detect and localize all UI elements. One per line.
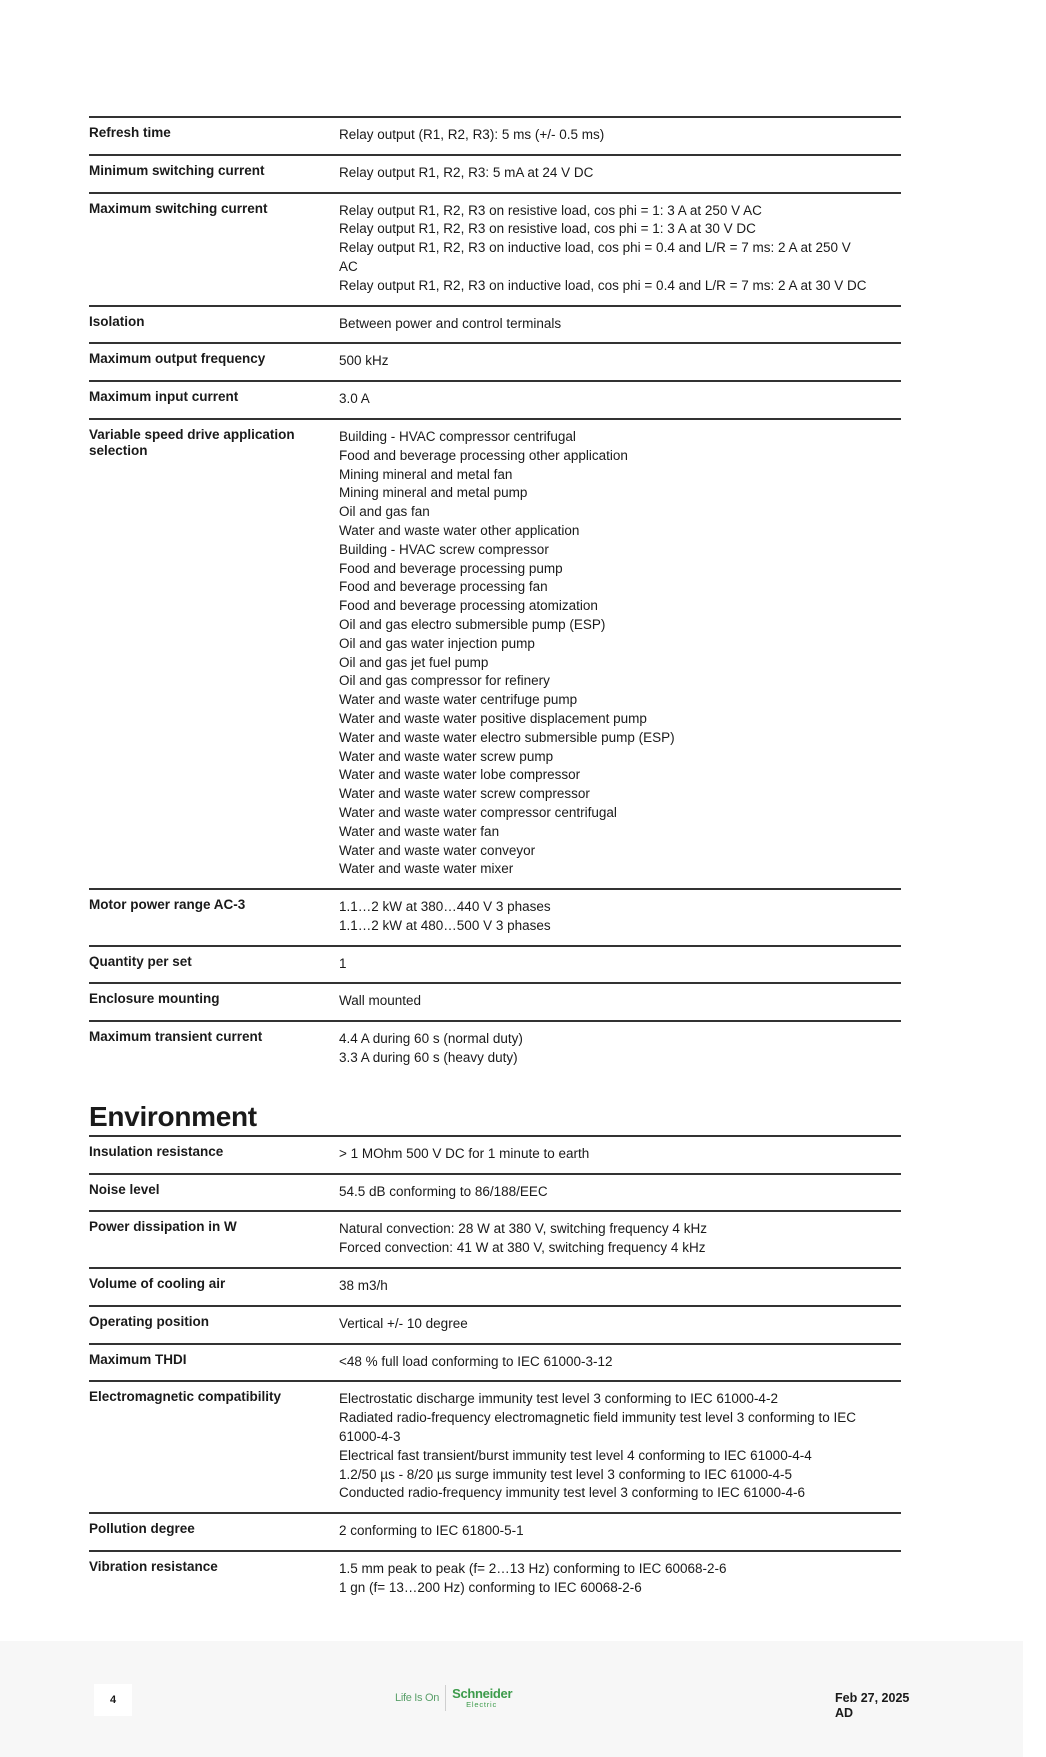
spec-value-line: Forced convection: 41 W at 380 V, switching frequency 4 kHz [339, 1240, 706, 1256]
spec-value-line: Oil and gas water injection pump [339, 635, 535, 651]
spec-label: Variable speed drive application selection [89, 426, 295, 458]
spec-row [89, 305, 901, 343]
spec-row [89, 1512, 901, 1550]
spec-value-line: 3.0 A [339, 391, 370, 407]
spec-label: Refresh time [89, 125, 171, 140]
spec-value [339, 1219, 901, 1258]
spec-value [339, 389, 901, 409]
spec-label: Maximum output frequency [89, 351, 266, 367]
spec-value [339, 1559, 901, 1598]
spec-value-line: Wall mounted [339, 993, 422, 1009]
spec-value-line: Oil and gas jet fuel pump [339, 654, 489, 670]
spec-value-line: 54.5 dB conforming to 86/188/EEC [339, 1183, 548, 1199]
spec-value-line: Water and waste water positive displacement pump [339, 710, 647, 726]
spec-value-line: Food and beverage processing pump [339, 560, 563, 576]
spec-value-line: Relay output R1, R2, R3 on resistive load, cos phi = 1: 3 A at 30 V DC [339, 221, 756, 237]
spec-row [89, 1020, 901, 1077]
spec-value-line: 1 gn (f= 13…200 Hz) conforming to IEC 60068-2-6 [339, 1579, 642, 1595]
spec-value [339, 897, 901, 936]
spec-value-line: Radiated radio-frequency electromagnetic field immunity test level 3 conforming to IEC 61000-4-3 [339, 1410, 856, 1445]
spec-value-line: Mining mineral and metal pump [339, 485, 528, 501]
spec-value-line: Between power and control terminals [339, 315, 562, 331]
spec-value-line: Relay output R1, R2, R3: 5 mA at 24 V DC [339, 164, 594, 180]
spec-value-line: Electrostatic discharge immunity test level 3 conforming to IEC 61000-4-2 [339, 1391, 778, 1407]
spec-value [339, 314, 901, 334]
spec-value-line: Water and waste water other application [339, 522, 580, 538]
spec-value-line: 4.4 A during 60 s (normal duty) [339, 1031, 523, 1047]
spec-row [89, 380, 901, 418]
spec-value-line: 1.2/50 µs - 8/20 µs surge immunity test level 3 conforming to IEC 61000-4-5 [339, 1466, 793, 1482]
date-text: Feb 27, 2025 [835, 1691, 910, 1705]
spec-label: Noise level [89, 1181, 160, 1197]
spec-row [89, 1343, 901, 1381]
spec-content [89, 116, 901, 1607]
spec-label: Pollution degree [89, 1521, 195, 1537]
spec-value-line: 38 m3/h [339, 1278, 388, 1294]
spec-value-line: Oil and gas fan [339, 504, 430, 520]
spec-row [89, 342, 901, 380]
spec-value-line: 1.1…2 kW at 380…440 V 3 phases [339, 899, 551, 915]
spec-sections [89, 116, 901, 1607]
spec-value [339, 125, 901, 145]
spec-label: Volume of cooling air [89, 1276, 226, 1292]
spec-value [339, 1389, 901, 1503]
spec-value-line: 1.1…2 kW at 480…500 V 3 phases [339, 917, 551, 933]
spec-label: Minimum switching current [89, 162, 265, 178]
spec-label: Maximum input current [89, 389, 239, 405]
spec-label: Operating position [89, 1313, 209, 1329]
spec-row [89, 1267, 901, 1305]
spec-value-line: Vertical +/- 10 degree [339, 1315, 468, 1331]
spec-label: Maximum THDI [89, 1351, 187, 1367]
spec-row [89, 1135, 901, 1173]
spec-label: Insulation resistance [89, 1143, 224, 1159]
spec-table [89, 1135, 901, 1607]
brand-logo [395, 1683, 512, 1713]
spec-value-line: Natural convection: 28 W at 380 V, switching frequency 4 kHz [339, 1221, 707, 1237]
spec-value-line: Food and beverage processing fan [339, 579, 548, 595]
spec-label: Power dissipation in W [89, 1219, 237, 1235]
spec-value-line: Water and waste water mixer [339, 861, 514, 877]
spec-row [89, 888, 901, 945]
spec-value-line: Relay output R1, R2, R3 on resistive load, cos phi = 1: 3 A at 250 V AC [339, 202, 762, 218]
schneider-logo-icon [452, 1687, 512, 1709]
spec-row [89, 1380, 901, 1512]
spec-value-line: Relay output (R1, R2, R3): 5 ms (+/- 0.5 ms) [339, 127, 605, 142]
spec-value [339, 1352, 901, 1372]
spec-value-line: Water and waste water screw pump [339, 748, 554, 764]
spec-value [339, 1314, 901, 1334]
spec-label: Maximum transient current [89, 1029, 263, 1045]
spec-value [339, 351, 901, 371]
spec-row [89, 116, 901, 154]
brand-tagline: Life Is On [395, 1692, 440, 1704]
spec-value-line: 500 kHz [339, 353, 389, 369]
spec-value [339, 954, 901, 974]
spec-value-line: Food and beverage processing other application [339, 447, 628, 463]
spec-row [89, 1210, 901, 1267]
spec-value [339, 163, 901, 183]
spec-value [339, 1182, 901, 1202]
spec-value-line: Water and waste water fan [339, 823, 500, 839]
spec-value [339, 1144, 901, 1164]
spec-value-line: Water and waste water centrifuge pump [339, 692, 578, 708]
spec-label: Vibration resistance [89, 1559, 218, 1575]
spec-value [339, 201, 901, 296]
spec-row [89, 418, 901, 888]
spec-value-line: Electrical fast transient/burst immunity test level 4 conforming to IEC 61000-4-4 [339, 1447, 812, 1463]
page-footer [0, 1641, 1023, 1757]
spec-value-line: 2 conforming to IEC 61800-5-1 [339, 1523, 524, 1539]
spec-label: Isolation [89, 313, 145, 329]
section-title: Environment [89, 1100, 257, 1132]
spec-value [339, 1521, 901, 1541]
spec-value-line: Water and waste water screw compressor [339, 786, 590, 802]
spec-row [89, 1173, 901, 1211]
spec-label: Quantity per set [89, 953, 192, 969]
spec-value-line: Water and waste water conveyor [339, 842, 536, 858]
spec-value [339, 1029, 901, 1068]
spec-value-line: 3.3 A during 60 s (heavy duty) [339, 1050, 518, 1066]
spec-value-line: Oil and gas compressor for refinery [339, 673, 550, 689]
spec-row [89, 945, 901, 983]
spec-value [339, 991, 901, 1011]
spec-row [89, 154, 901, 192]
era-text: AD [835, 1706, 854, 1720]
spec-label: Enclosure mounting [89, 991, 220, 1007]
spec-label: Electromagnetic compatibility [89, 1389, 282, 1405]
spec-value-line: Relay output R1, R2, R3 on inductive load, cos phi = 0.4 and L/R = 7 ms: 2 A at 30 V DC [339, 277, 867, 293]
spec-value-line: Building - HVAC screw compressor [339, 541, 549, 557]
spec-label: Maximum switching current [89, 200, 268, 216]
spec-row [89, 1550, 901, 1607]
spec-value-line: 1.5 mm peak to peak (f= 2…13 Hz) conforming to IEC 60068-2-6 [339, 1561, 727, 1577]
print-date [835, 1691, 909, 1721]
spec-value-line: Mining mineral and metal fan [339, 466, 513, 482]
spec-value-line: Food and beverage processing atomization [339, 598, 598, 614]
page-number: 4 [94, 1684, 132, 1716]
spec-value-line: Conducted radio-frequency immunity test level 3 conforming to IEC 61000-4-6 [339, 1485, 805, 1501]
spec-row [89, 1305, 901, 1343]
spec-value-line: Oil and gas electro submersible pump (ESP) [339, 616, 606, 632]
spec-table [89, 116, 901, 1077]
brand-sub: Electric [466, 1700, 498, 1710]
spec-value [339, 1276, 901, 1296]
spec-value [339, 427, 901, 879]
spec-value-line: Water and waste water lobe compressor [339, 767, 581, 783]
spec-row [89, 982, 901, 1020]
brand-name: Schneider [452, 1686, 513, 1702]
spec-row [89, 192, 901, 305]
spec-value-line: Water and waste water compressor centrifugal [339, 804, 617, 820]
spec-value-line: > 1 MOhm 500 V DC for 1 minute to earth [339, 1145, 590, 1161]
spec-value-line: <48 % full load conforming to IEC 61000-3-12 [339, 1353, 613, 1369]
spec-value-line: Water and waste water electro submersible pump (ESP) [339, 729, 675, 745]
spec-value-line: Relay output R1, R2, R3 on inductive load, cos phi = 0.4 and L/R = 7 ms: 2 A at 250 V AC [339, 240, 851, 274]
spec-label: Motor power range AC-3 [89, 897, 246, 913]
spec-value-line: Building - HVAC compressor centrifugal [339, 428, 576, 444]
brand-divider [445, 1685, 446, 1711]
spec-value-line: 1 [339, 955, 347, 971]
